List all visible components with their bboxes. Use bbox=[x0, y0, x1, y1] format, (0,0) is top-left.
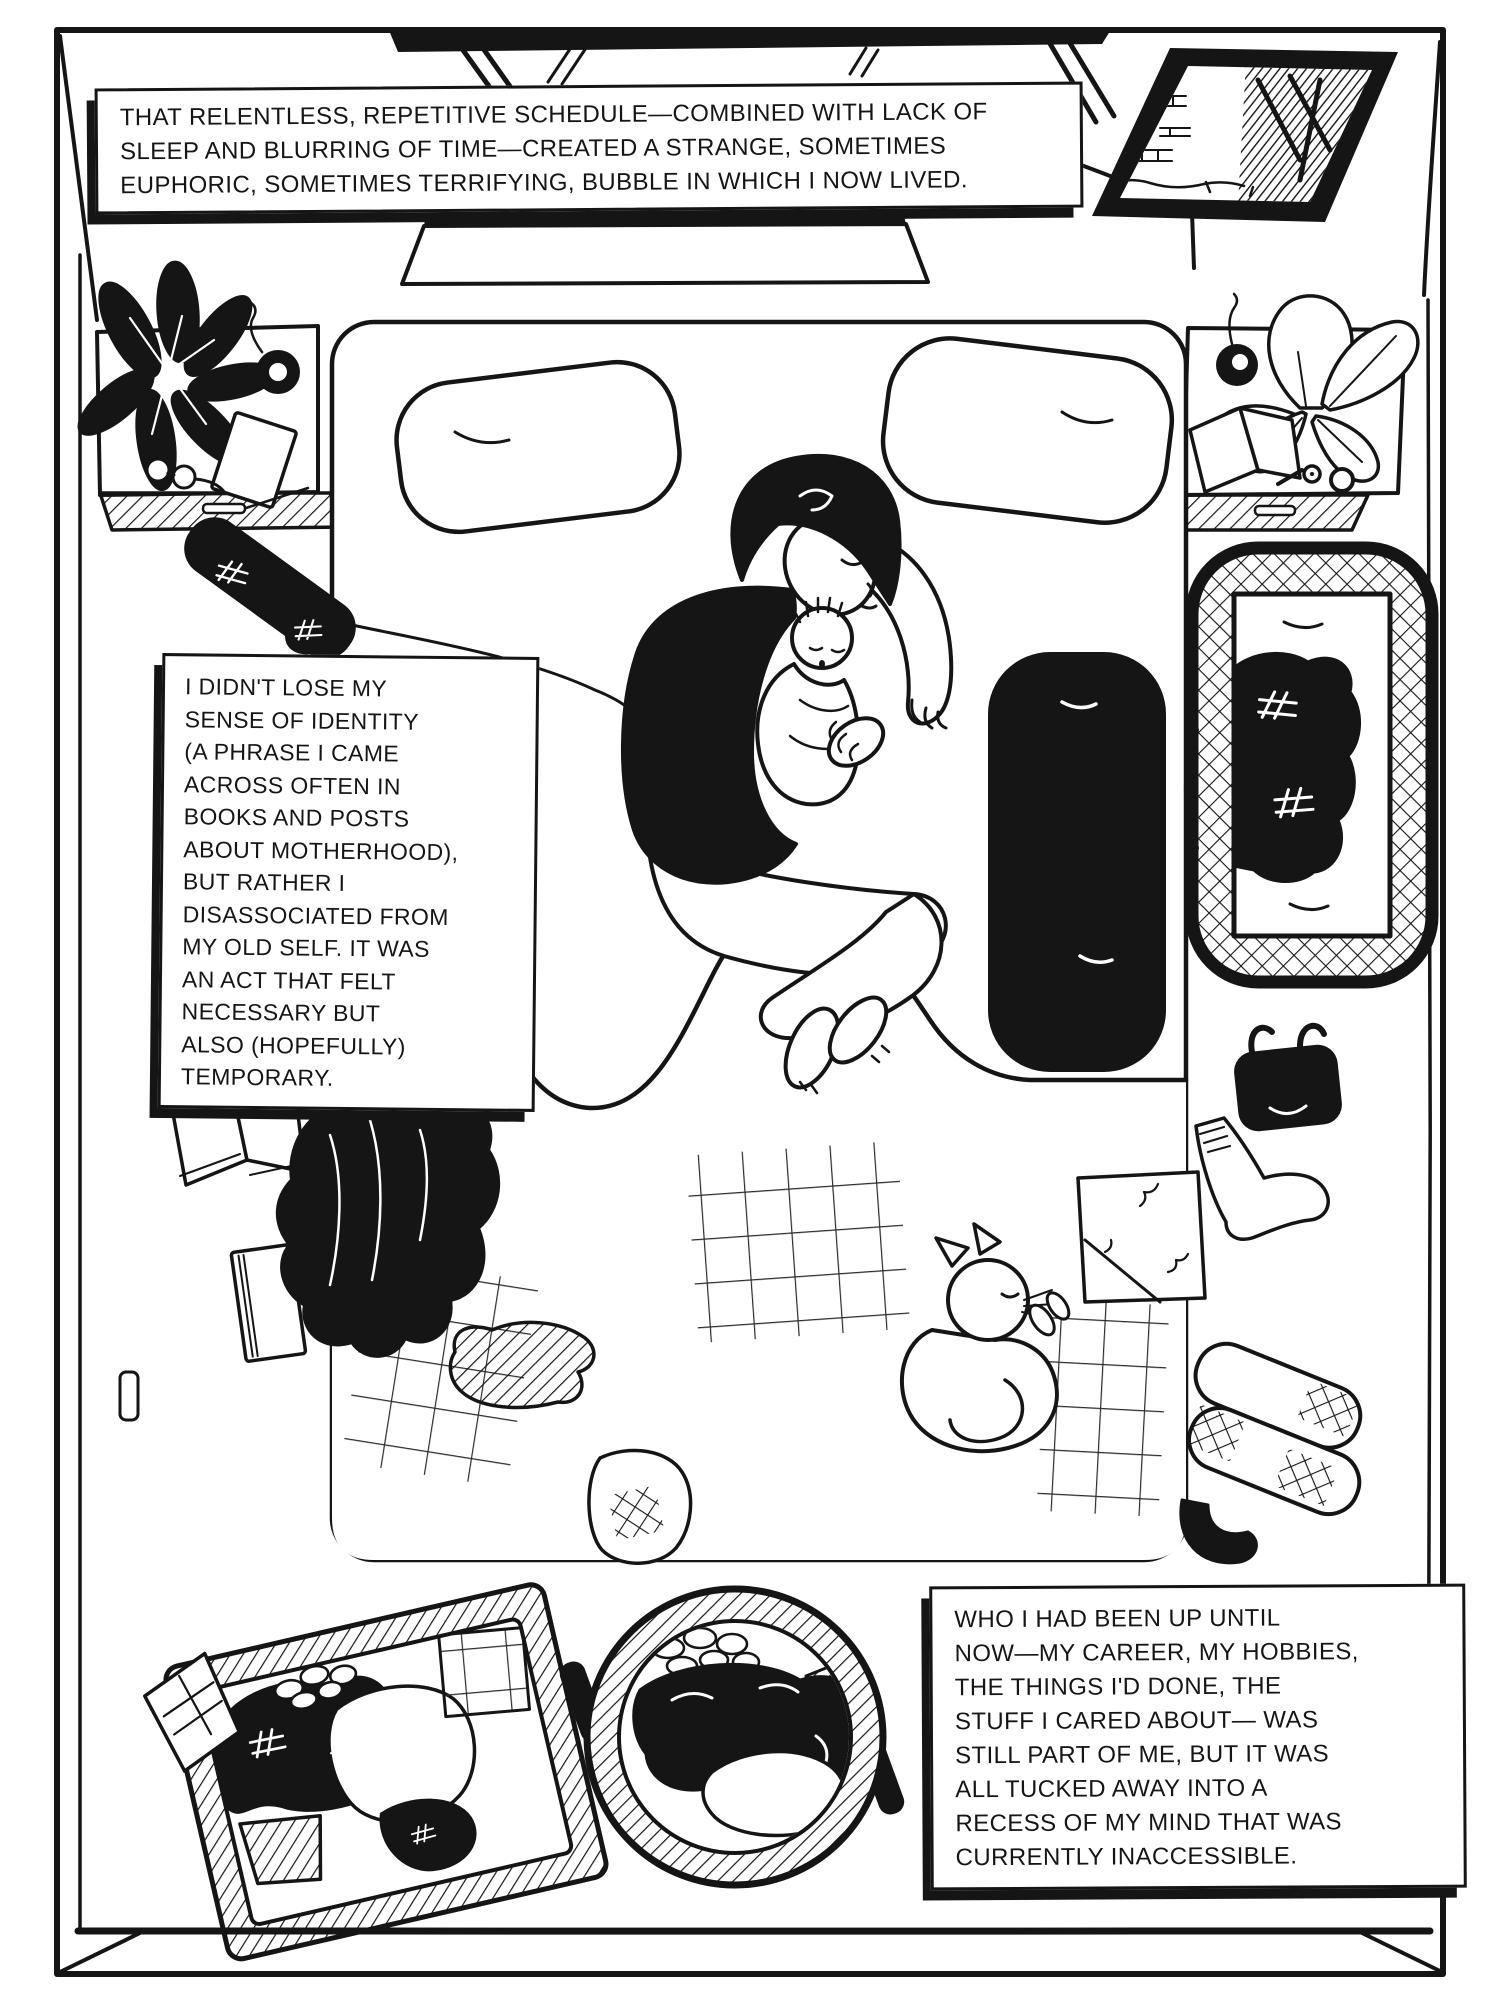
caption-bottom-right: WHO I HAD BEEN UP UNTIL NOW—MY CAREER, MY HOBBIES, THE THINGS I'D DONE, THE STUFF I CARED ABOUT— WAS STILL PART OF ME, BUT IT WAS ALL TUCKED AWAY INTO A RECESS OF MY MIND THAT WAS CURRENTLY INACCESSIBLE. bbox=[929, 1584, 1467, 1891]
pillow-right bbox=[876, 331, 1179, 530]
white-sock bbox=[1196, 1118, 1328, 1239]
caption-top: THAT RELENTLESS, REPETITIVE SCHEDULE—COMBINED WITH LACK OF SLEEP AND BLURRING OF TIME—CREATED A STRANGE, SOMETIMES EUPHORIC, SOMETIMES TERRIFYING, BUBBLE IN WHICH I NOW LIVED. bbox=[95, 82, 1084, 215]
headboard bbox=[402, 200, 928, 284]
bassinet-blanket bbox=[1234, 653, 1360, 881]
grid-blanket-center bbox=[686, 1141, 911, 1343]
muslin-cloth bbox=[1078, 1172, 1205, 1302]
rectangular-laundry-basket bbox=[138, 1582, 608, 1962]
caption-left: I DIDN'T LOSE MY SENSE OF IDENTITY (A PHRASE I CAME ACROSS OFTEN IN BOOKS AND POSTS ABOUT MOTHERHOOD), BUT RATHER I DISASSOCIATED FROM MY OLD SELF. IT WAS AN ACT THAT FELT NECESSARY BUT ALSO (HOPEFULLY) TEMPORARY. bbox=[158, 653, 540, 1111]
black-camisole bbox=[1232, 1026, 1344, 1133]
left-nightstand bbox=[70, 261, 345, 530]
framed-picture bbox=[1092, 48, 1398, 222]
crumpled-cloth bbox=[589, 1450, 691, 1563]
hatched-cloth bbox=[450, 1322, 594, 1407]
right-nightstand bbox=[1170, 294, 1418, 530]
round-laundry-basket bbox=[556, 1589, 907, 1885]
mesh-bassinet bbox=[1187, 548, 1432, 982]
black-duvet bbox=[988, 652, 1166, 1072]
folded-pants bbox=[1163, 1335, 1391, 1563]
